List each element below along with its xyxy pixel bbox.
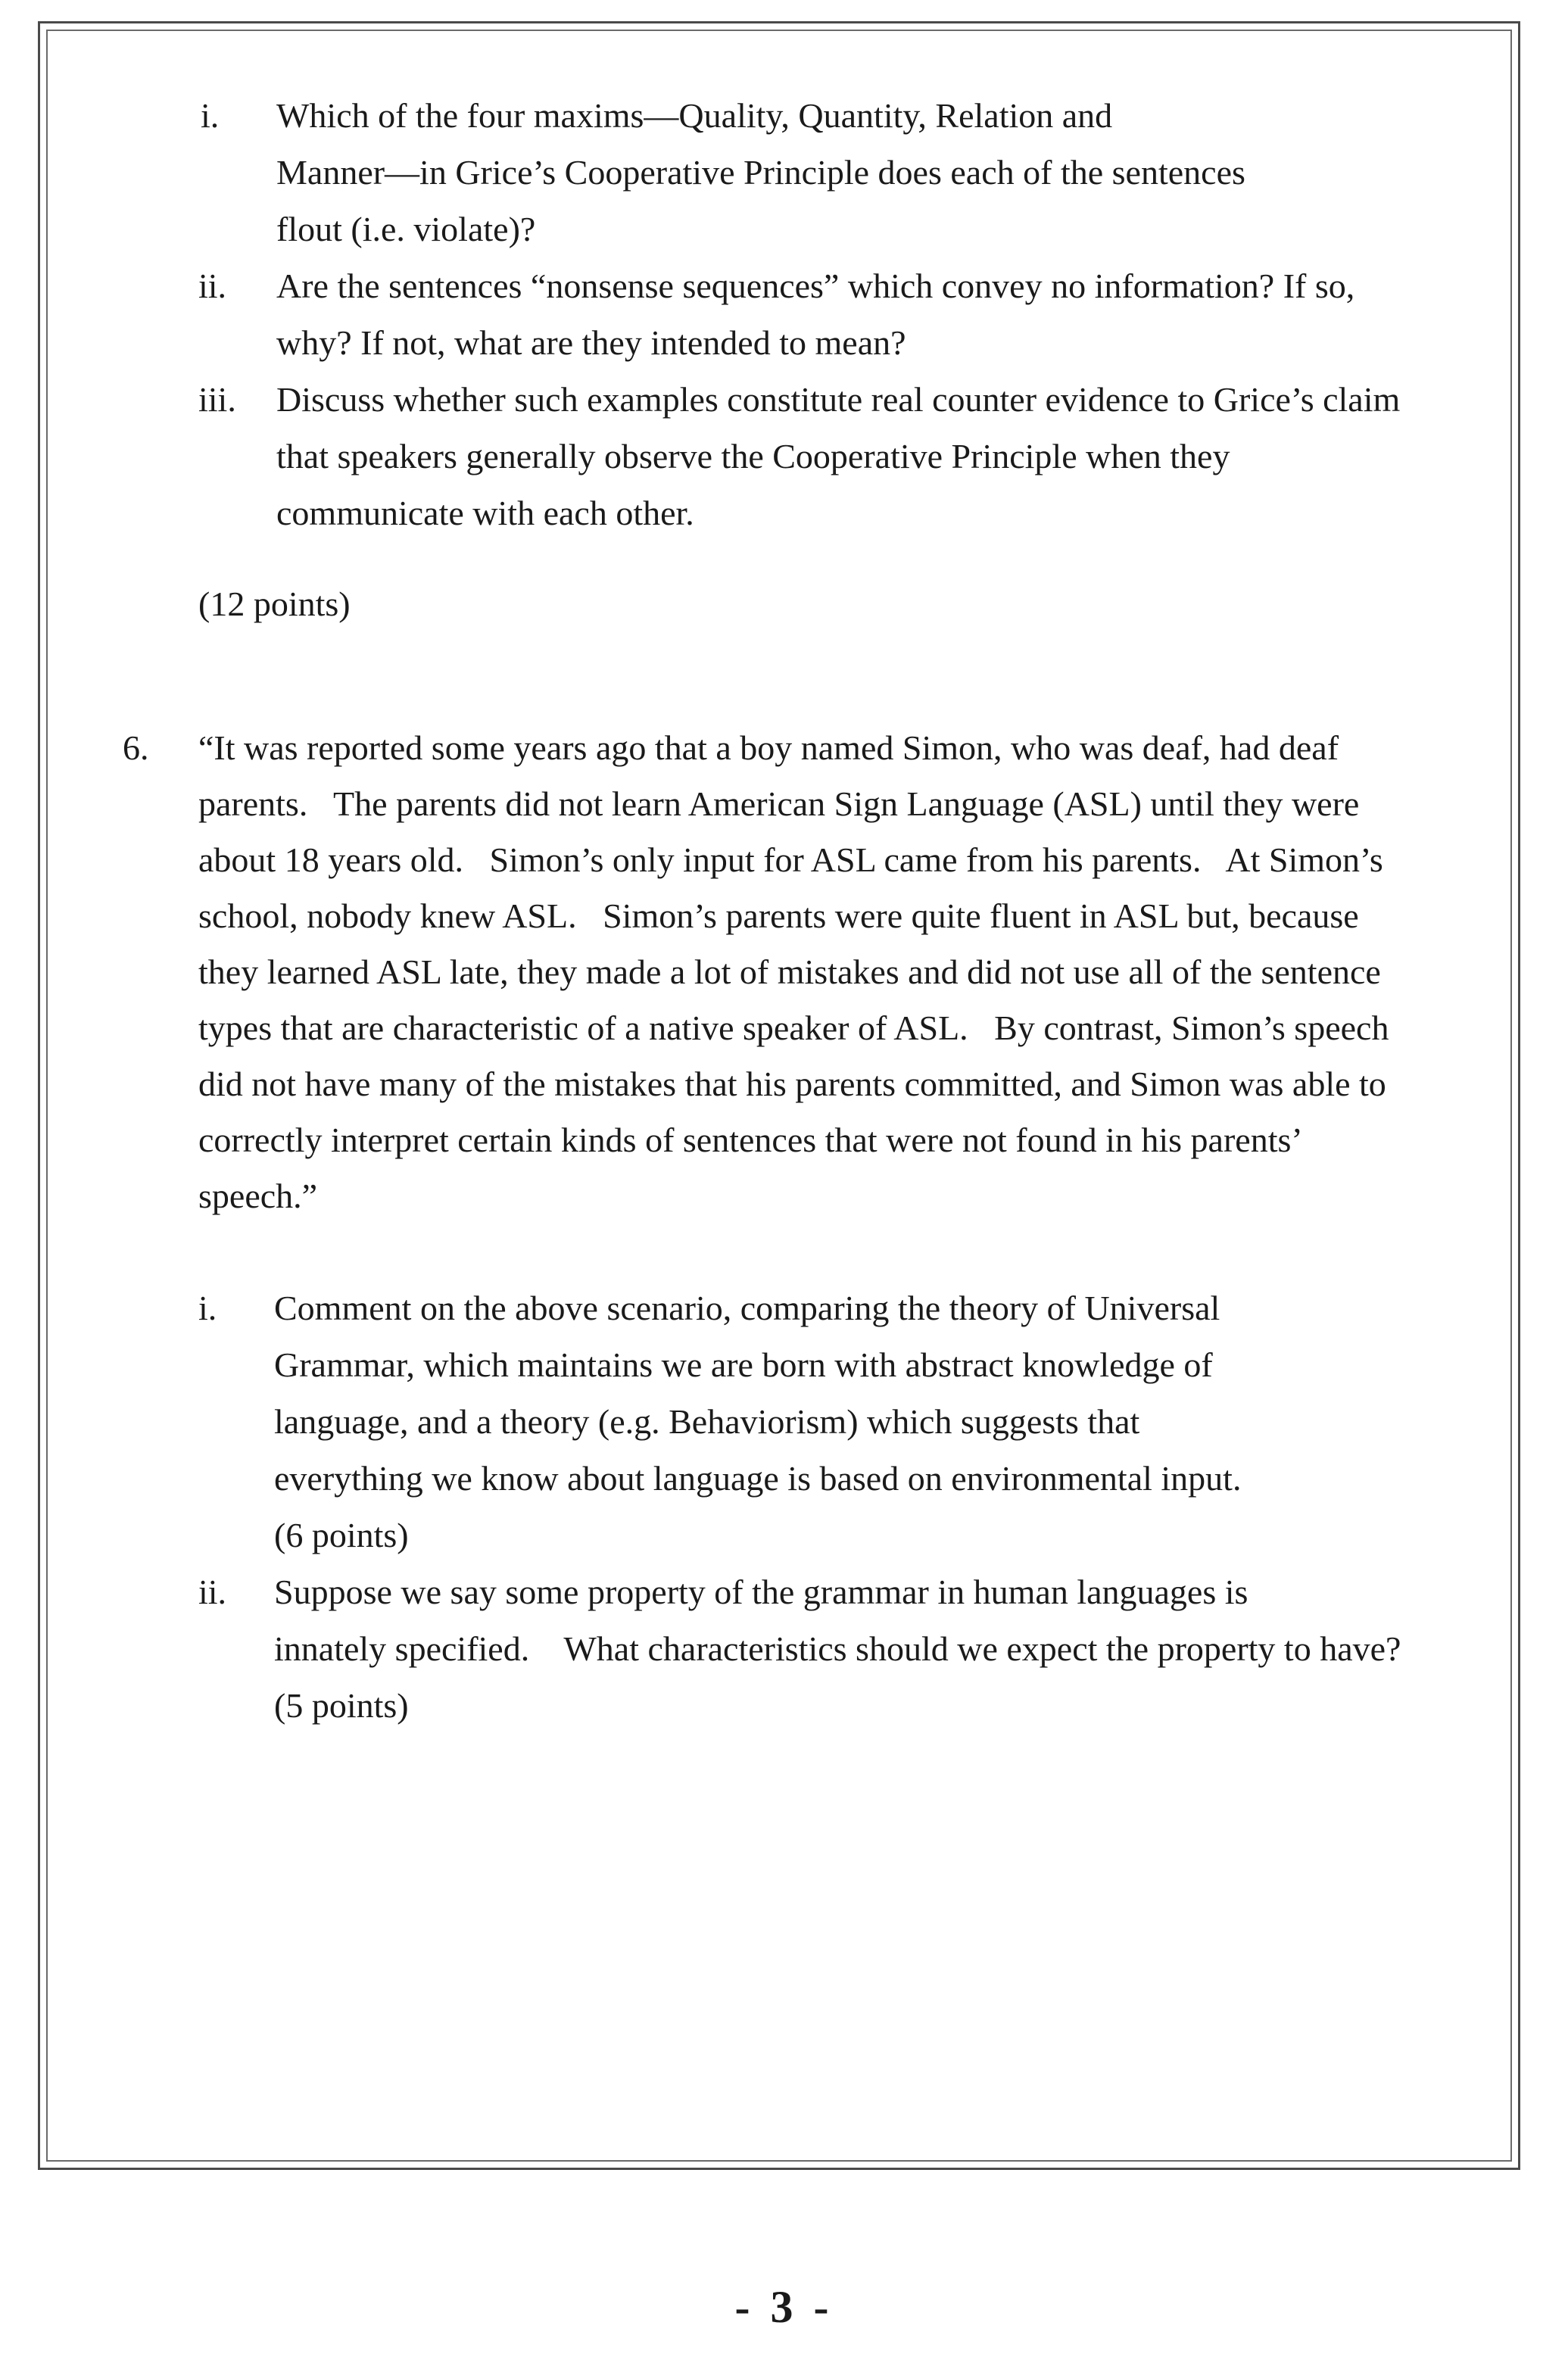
q6-part-i-line: Grammar, which maintains we are born with abstract knowledge of bbox=[274, 1345, 1213, 1384]
q5-part-ii-label: ii. bbox=[198, 267, 227, 305]
q6-passage-line: they learned ASL late, they made a lot of mistakes and did not use all of the sentence bbox=[198, 952, 1381, 991]
q6-part-ii-points: (5 points) bbox=[274, 1686, 409, 1725]
q6-number: 6. bbox=[123, 728, 149, 767]
q6-part-i-line: language, and a theory (e.g. Behaviorism) which suggests that bbox=[274, 1402, 1140, 1441]
q5-part-iii-label: iii. bbox=[198, 380, 236, 419]
q6-part-ii-line: Suppose we say some property of the grammar in human languages is bbox=[274, 1573, 1248, 1611]
q6-passage-line: did not have many of the mistakes that his parents committed, and Simon was able to bbox=[198, 1065, 1386, 1103]
q6-part-i-points: (6 points) bbox=[274, 1516, 409, 1554]
q6-part-i-label: i. bbox=[198, 1289, 217, 1327]
q6-part-i-line: everything we know about language is based on environmental input. bbox=[274, 1459, 1242, 1498]
q5-part-iii-line-1: Discuss whether such examples constitute real counter evidence to Grice’s claim bbox=[276, 380, 1401, 419]
q5-part-ii-line-1: Are the sentences “nonsense sequences” which convey no information? If so, bbox=[276, 267, 1355, 305]
page-number: - 3 - bbox=[734, 2282, 834, 2332]
q6-passage-line: correctly interpret certain kinds of sentences that were not found in his parents’ bbox=[198, 1121, 1303, 1159]
q6-passage-line: types that are characteristic of a native speaker of ASL. By contrast, Simon’s speech bbox=[198, 1008, 1389, 1047]
q6-passage-line: “It was reported some years ago that a boy named Simon, who was deaf, had deaf bbox=[198, 728, 1339, 767]
q6-part-ii-line: innately specified. What characteristics should we expect the property to have? bbox=[274, 1629, 1401, 1668]
q6-part-ii-label: ii. bbox=[198, 1573, 227, 1611]
q6-passage-line: parents. The parents did not learn American Sign Language (ASL) until they were bbox=[198, 784, 1360, 823]
q5-part-i-label: i. bbox=[201, 96, 220, 135]
q6-part-i-line: Comment on the above scenario, comparing the theory of Universal bbox=[274, 1289, 1220, 1327]
q6-passage-line: about 18 years old. Simon’s only input for ASL came from his parents. At Simon’s bbox=[198, 840, 1383, 879]
q5-part-ii-line-2: why? If not, what are they intended to mean? bbox=[276, 323, 906, 362]
q5-part-i-line-3: flout (i.e. violate)? bbox=[276, 210, 536, 248]
q5-part-iii-line-2: that speakers generally observe the Cooperative Principle when they bbox=[276, 437, 1230, 475]
q5-part-i-line-1: Which of the four maxims—Quality, Quantity, Relation and bbox=[276, 96, 1113, 135]
q6-passage-line: speech.” bbox=[198, 1177, 318, 1215]
q5-part-i-line-2: Manner—in Grice’s Cooperative Principle does each of the sentences bbox=[276, 153, 1245, 192]
q5-part-iii-line-3: communicate with each other. bbox=[276, 494, 694, 532]
q5-points: (12 points) bbox=[198, 585, 351, 623]
q6-passage-line: school, nobody knew ASL. Simon’s parents were quite fluent in ASL but, because bbox=[198, 896, 1359, 935]
